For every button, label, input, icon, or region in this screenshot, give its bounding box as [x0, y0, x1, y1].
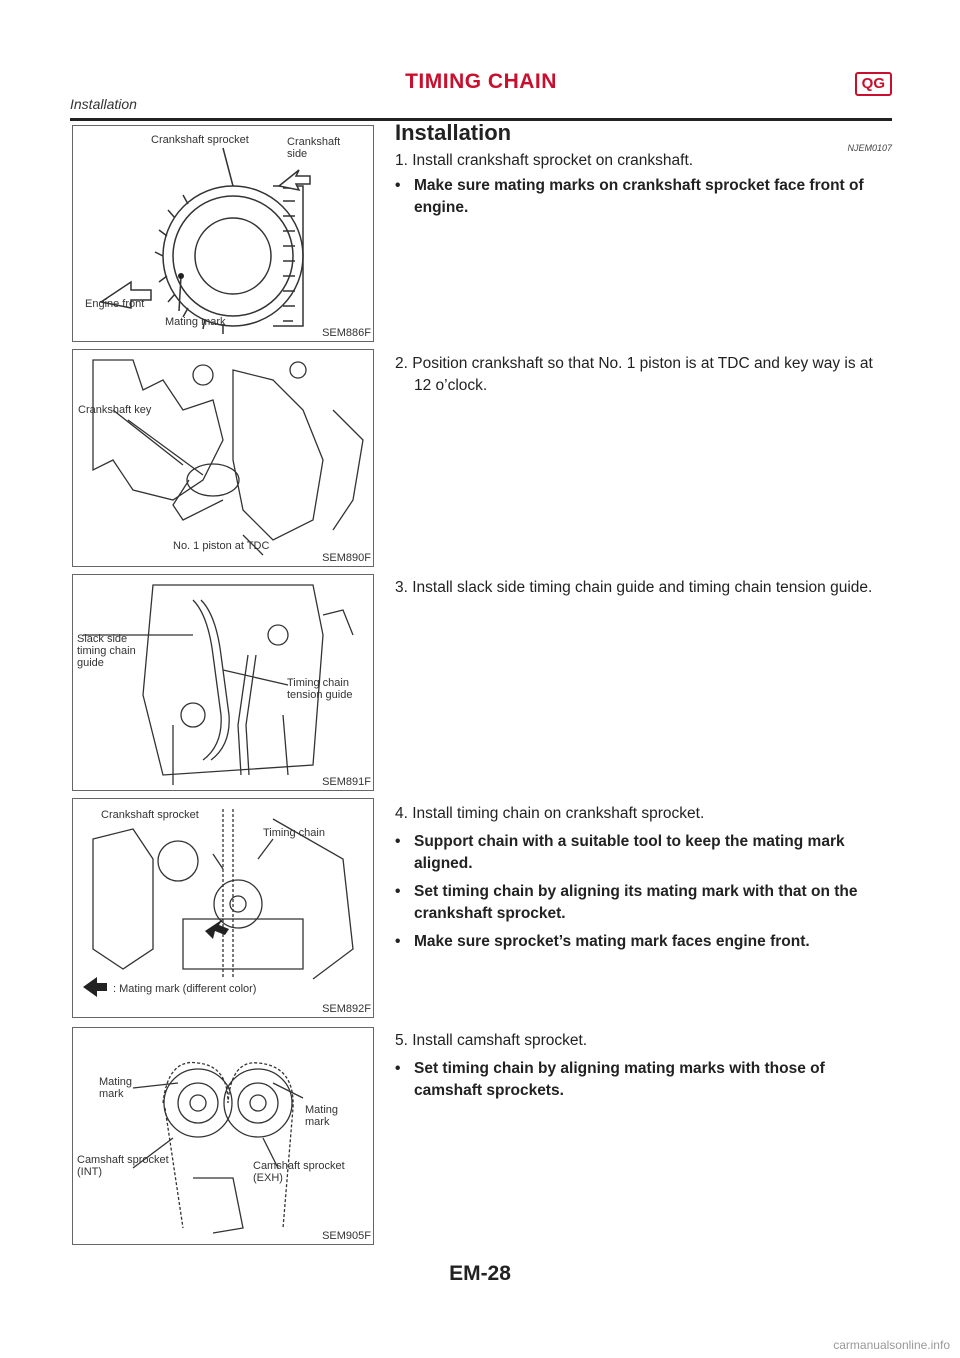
- step-bullet: [395, 831, 892, 875]
- figure-label: Camshaft sprocket (INT): [77, 1154, 169, 1178]
- bullet-icon: •: [395, 1060, 401, 1077]
- bullet-text: Support chain with a suitable tool to keep the mating mark aligned.: [414, 833, 845, 872]
- figure-label: Crankshaft side: [287, 136, 341, 160]
- step-5: [395, 1030, 892, 1102]
- watermark: carmanualsonline.info: [833, 1338, 950, 1352]
- bullet-icon: •: [395, 833, 401, 850]
- figure-code: SEM892F: [322, 1003, 371, 1015]
- figure-chain-on-sprocket: [72, 798, 374, 1018]
- figure-label: Crankshaft sprocket: [101, 809, 199, 821]
- section-code: NJEM0107: [847, 143, 892, 153]
- figure-label: Mating mark: [305, 1104, 339, 1128]
- figure-crankshaft-key: [72, 349, 374, 567]
- figure-label: Timing chain: [263, 827, 325, 839]
- section-title: Installation: [395, 120, 512, 145]
- figure-label: Timing chain tension guide: [287, 677, 353, 701]
- figure-code: SEM905F: [322, 1230, 371, 1242]
- step-1: [395, 150, 892, 219]
- figure-chain-guides: [72, 574, 374, 791]
- figure-code: SEM891F: [322, 776, 371, 788]
- figure-label: Crankshaft sprocket: [151, 134, 249, 146]
- figure-label: Crankshaft key: [78, 404, 152, 416]
- bullet-icon: •: [395, 883, 401, 900]
- figure-label: Mating mark: [99, 1076, 133, 1100]
- step-text: 2. Position crankshaft so that No. 1 piston is at TDC and key way is at 12 o’clock.: [395, 355, 873, 394]
- figure-label: Mating mark: [165, 316, 226, 328]
- bullet-text: Make sure mating marks on crankshaft sprocket face front of engine.: [414, 177, 864, 216]
- step-bullet: [395, 1058, 892, 1102]
- figure-code: SEM886F: [322, 327, 371, 339]
- figure-crankshaft-sprocket: [72, 125, 374, 342]
- crankshaft-key-illustration: [73, 350, 373, 566]
- figure-camshaft-sprockets: [72, 1027, 374, 1245]
- bullet-icon: •: [395, 933, 401, 950]
- figure-code: SEM890F: [322, 552, 371, 564]
- header-subtitle: Installation: [70, 96, 137, 112]
- figure-label: Slack side timing chain guide: [77, 633, 136, 669]
- figure-label: : Mating mark (different color): [113, 983, 257, 995]
- step-2: [395, 353, 892, 397]
- figure-label: Engine front: [85, 298, 145, 310]
- bullet-text: Make sure sprocket’s mating mark faces engine front.: [414, 933, 810, 950]
- step-bullet: [395, 931, 892, 953]
- step-text: 5. Install camshaft sprocket.: [395, 1032, 588, 1049]
- page-number: EM-28: [449, 1262, 511, 1285]
- figure-label: No. 1 piston at TDC: [173, 540, 270, 552]
- camshaft-illustration: [73, 1028, 373, 1244]
- engine-badge: QG: [855, 72, 892, 96]
- chapter-title: TIMING CHAIN: [405, 70, 557, 93]
- figure-label: Camshaft sprocket (EXH): [253, 1160, 345, 1184]
- step-4: [395, 803, 892, 953]
- bullet-icon: •: [395, 177, 401, 194]
- step-text: 4. Install timing chain on crankshaft sprocket.: [395, 805, 705, 822]
- bullet-text: Set timing chain by aligning mating marks with those of camshaft sprockets.: [414, 1060, 825, 1099]
- step-3: [395, 577, 892, 599]
- step-bullet: [395, 881, 892, 925]
- step-text: 1. Install crankshaft sprocket on crankshaft.: [395, 152, 694, 169]
- step-text: 3. Install slack side timing chain guide and timing chain tension guide.: [395, 579, 873, 596]
- bullet-text: Set timing chain by aligning its mating mark with that on the crankshaft sprocket.: [414, 883, 858, 922]
- step-bullet: [395, 175, 892, 219]
- page-header: [70, 70, 892, 120]
